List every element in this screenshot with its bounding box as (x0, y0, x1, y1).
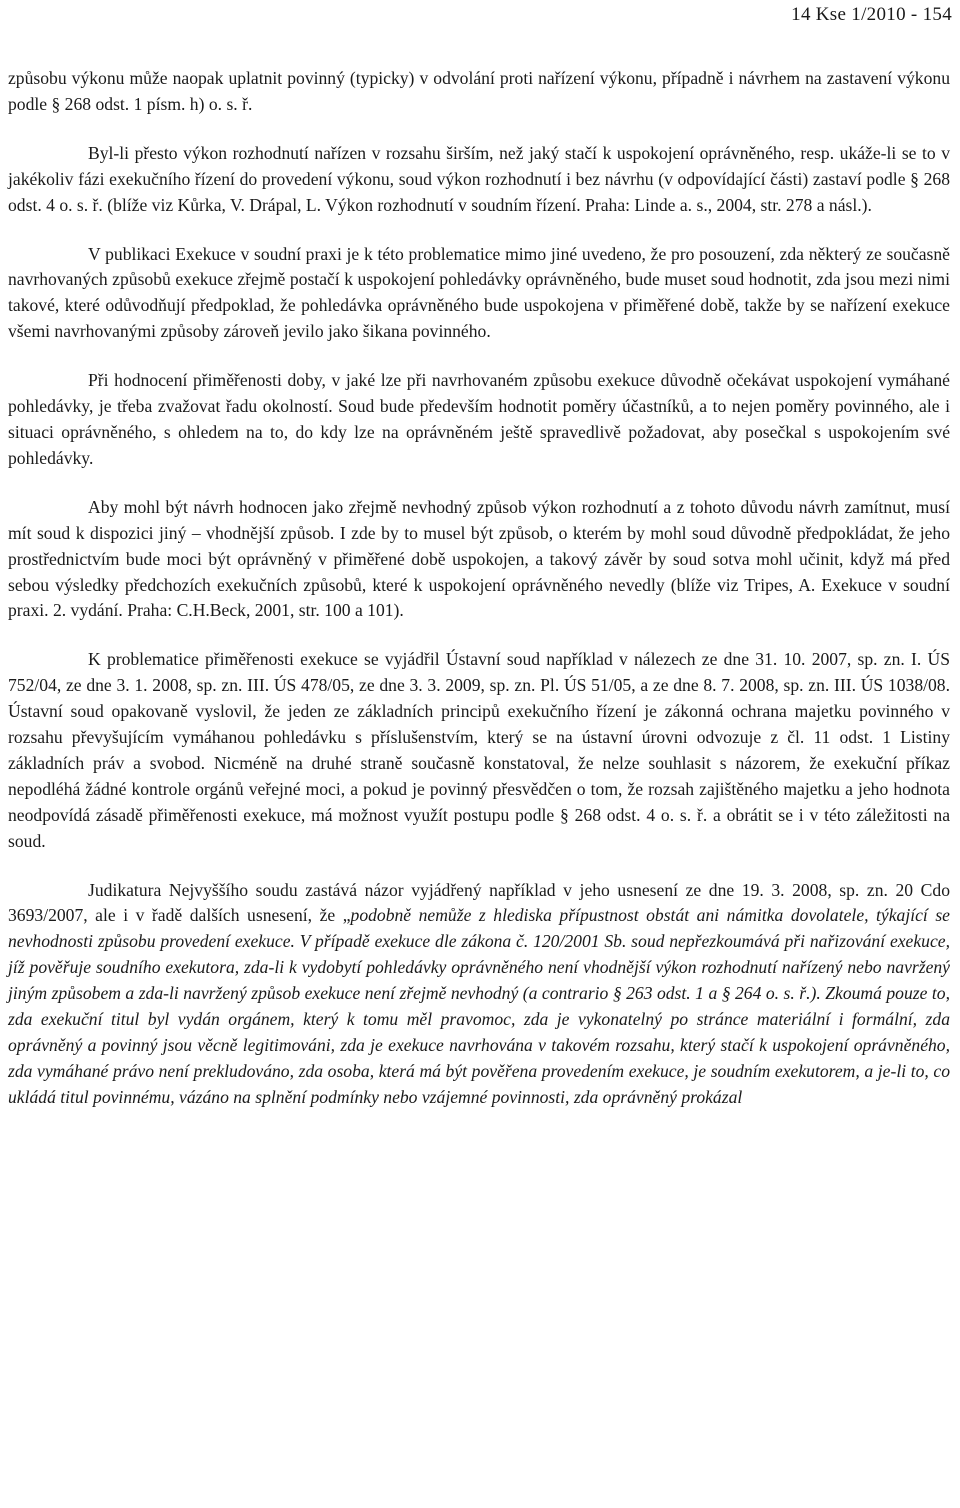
document-body (8, 66, 950, 1111)
paragraph-text: Aby mohl být návrh hodnocen jako zřejmě nevhodný způsob výkon rozhodnutí a z tohoto důvodu návrh zamítnut, musí mít soud k dispozici jiný – vhodnější způsob. I zde by to musel být způsob, o kterém by mohl soud důvodně předpokládat, že jeho prostřednictvím bude moci být oprávněný v přiměřené době uspokojen, a takový závěr by soud sotva mohl učinit, když má před sebou výsledky předchozích exekučních způsobů, které k uspokojení oprávněného nevedly (blíže viz Tripes, A. Exekuce v soudní praxi. 2. vydání. Praha: C.H.Beck, 2001, str. 100 a 101). (8, 496, 950, 621)
paragraph-3 (8, 242, 950, 346)
paragraph-5 (8, 495, 950, 625)
paragraph-4 (8, 368, 950, 472)
page-reference: 14 Kse 1/2010 - 154 (791, 4, 952, 25)
paragraph-text: Při hodnocení přiměřenosti doby, v jaké lze při navrhovaném způsobu exekuce důvodně očekávat uspokojení vymáhané pohledávky, je třeba zvažovat řadu okolností. Soud bude především hodnotit poměry účastníků, a to nejen poměry povinného, ale i situaci oprávněného, s ohledem na to, do kdy lze na oprávněném ještě spravedlivě požadovat, aby posečkal s uspokojením své pohledávky. (8, 370, 950, 468)
paragraph-2 (8, 141, 950, 219)
quoted-judgment-text: podobně nemůže z hlediska přípustnost obstát ani námitka dovolatele, týkající se nevhodnosti způsobu provedení exekuce. V případě exekuce dle zákona č. 120/2001 Sb. soud nepřezkoumává při nařizování exekuce, jíž pověřuje soudního exekutora, zda-li k vydobytí pohledávky oprávněného není vhodnější výkon rozhodnutí nařízený nebo navržený jiným způsobem a zda-li navržený způsob exekuce není zřejmě nevhodný (a contrario § 263 odst. 1 a § 264 o. s. ř.). Zkoumá pouze to, zda exekuční titul byl vydán orgánem, který k tomu měl pravomoc, zda je vykonatelný po stránce materiální i formální, zda oprávněný a povinný jsou věcně legitimováni, zda je exekuce navrhována v takovém rozsahu, který stačí k uspokojení oprávněného, zda vymáhané právo není prekludováno, zda osoba, která má být pověřena provedením exekuce, je soudním exekutorem, a je-li to, co ukládá titul povinnému, vázáno na splnění podmínky nebo vzájemné povinnosti, zda oprávněný prokázal (8, 905, 950, 1107)
paragraph-7 (8, 878, 950, 1111)
paragraph-text: V publikaci Exekuce v soudní praxi je k této problematice mimo jiné uvedeno, že pro posouzení, zda některý ze současně navrhovaných způsobů exekuce zřejmě postačí k uspokojení pohledávky oprávněného, bude muset soud hodnotit, zda jsou mezi nimi takové, které odůvodňují předpoklad, že pohledávka oprávněného bude uspokojena v přiměřené době, takže by se nařízení exekuce všemi navrhovanými způsoby zároveň jevilo jako šikana povinného. (8, 243, 950, 342)
paragraph-text: způsobu výkonu může naopak uplatnit povinný (typicky) v odvolání proti nařízení výkonu, případně i návrhem na zastavení výkonu podle § 268 odst. 1 písm. h) o. s. ř. (8, 68, 950, 114)
paragraph-text: Byl-li přesto výkon rozhodnutí nařízen v rozsahu širším, než jaký stačí k uspokojení oprávněného, resp. ukáže-li se to v jakékoliv fázi exekučního řízení do provedení výkonu, soud výkon rozhodnutí i bez návrhu (v odpovídající části) zastaví podle § 268 odst. 4 o. s. ř. (blíže viz Kůrka, V. Drápal, L. Výkon rozhodnutí v soudním řízení. Praha: Linde a. s., 2004, str. 278 a násl.). (8, 142, 950, 215)
paragraph-1 (8, 66, 950, 118)
paragraph-text: K problematice přiměřenosti exekuce se vyjádřil Ústavní soud například v nálezech ze dne 31. 10. 2007, sp. zn. I. ÚS 752/04, ze dne 3. 1. 2008, sp. zn. III. ÚS 478/05, ze dne 3. 3. 2009, sp. zn. Pl. ÚS 51/05, a ze dne 8. 7. 2008, sp. zn. III. ÚS 1038/08. Ústavní soud opakovaně vyslovil, že jeden ze základních principů exekučního řízení je zákonná ochrana majetku povinného v rozsahu převyšujícím vymáhanou pohledávku s příslušenstvím, který se na ústavní úrovni odvozuje z čl. 11 odst. 1 Listiny základních práv a svobod. Nicméně na druhé straně současně konstatoval, že nelze souhlasit s názorem, že exekuční příkaz nepodléhá žádné kontrole orgánů veřejné moci, a pokud je povinný přesvědčen o tom, že rozsah zajištěného majetku a jeho hodnota neodpovídá zásadě přiměřenosti exekuce, má možnost využít postupu podle § 268 odst. 4 o. s. ř. a obrátit se i v této záležitosti na soud. (8, 649, 950, 851)
paragraph-text: Judikatura Nejvyššího soudu zastává názor vyjádřený například v jeho usnesení ze dne 19. 3. 2008, sp. zn. 20 Cdo 3693/2007, ale i v řadě dalších usnesení, že „ (8, 879, 950, 926)
paragraph-6 (8, 647, 950, 854)
